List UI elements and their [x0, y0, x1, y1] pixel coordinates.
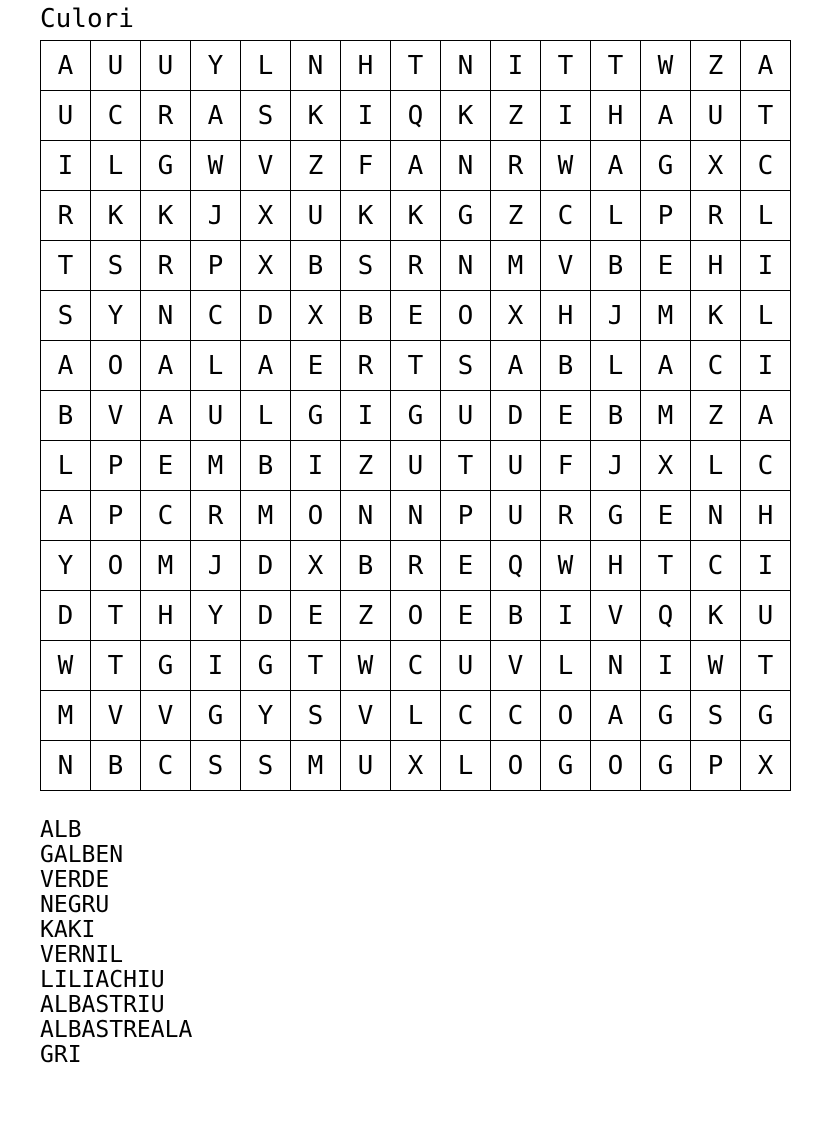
word-search-grid — [40, 40, 791, 791]
grid-cell: G — [141, 141, 191, 191]
word-list — [40, 818, 192, 1068]
grid-cell: L — [591, 191, 641, 241]
grid-cell: T — [441, 441, 491, 491]
grid-cell: C — [191, 291, 241, 341]
grid-cell: A — [141, 391, 191, 441]
grid-row — [41, 741, 791, 791]
grid-cell: B — [491, 591, 541, 641]
grid-cell: W — [541, 141, 591, 191]
grid-cell: P — [91, 491, 141, 541]
grid-cell: S — [341, 241, 391, 291]
grid-cell: M — [41, 691, 91, 741]
grid-cell: B — [341, 291, 391, 341]
grid-cell: M — [241, 491, 291, 541]
word-list-item: ALBASTREALA — [40, 1017, 193, 1043]
grid-cell: U — [491, 491, 541, 541]
grid-cell: Q — [491, 541, 541, 591]
grid-cell: C — [691, 541, 741, 591]
grid-cell: X — [741, 741, 791, 791]
word-list-item: ALB — [40, 817, 82, 843]
grid-cell: L — [241, 41, 291, 91]
grid-cell: G — [741, 691, 791, 741]
grid-cell: K — [291, 91, 341, 141]
grid-cell: W — [541, 541, 591, 591]
grid-cell: T — [91, 591, 141, 641]
page-title: Culori — [40, 4, 134, 34]
grid-cell: V — [491, 641, 541, 691]
grid-cell: P — [191, 241, 241, 291]
grid-cell: P — [91, 441, 141, 491]
grid-cell: Z — [691, 41, 741, 91]
grid-cell: N — [441, 141, 491, 191]
grid-cell: G — [441, 191, 491, 241]
grid-cell: D — [241, 591, 291, 641]
grid-cell: R — [341, 341, 391, 391]
grid-cell: Q — [391, 91, 441, 141]
grid-cell: A — [741, 41, 791, 91]
grid-cell: S — [291, 691, 341, 741]
grid-cell: E — [441, 541, 491, 591]
grid-cell: M — [291, 741, 341, 791]
word-list-item: VERDE — [40, 867, 110, 893]
word-list-item: KAKI — [40, 917, 96, 943]
grid-cell: X — [291, 541, 341, 591]
grid-cell: A — [41, 491, 91, 541]
grid-cell: E — [641, 491, 691, 541]
grid-cell: O — [291, 491, 341, 541]
grid-cell: Y — [191, 591, 241, 641]
grid-cell: C — [491, 691, 541, 741]
grid-cell: T — [591, 41, 641, 91]
word-list-item: GALBEN — [40, 842, 124, 868]
grid-cell: Z — [341, 591, 391, 641]
grid-cell: M — [641, 391, 691, 441]
word-list-item: VERNIL — [40, 942, 124, 968]
grid-cell: C — [141, 741, 191, 791]
grid-cell: W — [41, 641, 91, 691]
grid-cell: A — [591, 141, 641, 191]
grid-cell: L — [691, 441, 741, 491]
grid-cell: H — [591, 91, 641, 141]
grid-cell: W — [691, 641, 741, 691]
word-list-item: ALBASTRIU — [40, 992, 165, 1018]
grid-cell: H — [591, 541, 641, 591]
grid-cell: C — [741, 141, 791, 191]
grid-cell: T — [741, 91, 791, 141]
grid-cell: B — [41, 391, 91, 441]
grid-cell: P — [691, 741, 741, 791]
grid-cell: N — [391, 491, 441, 541]
grid-cell: V — [91, 391, 141, 441]
grid-cell: W — [641, 41, 691, 91]
grid-cell: I — [741, 241, 791, 291]
grid-cell: Z — [341, 441, 391, 491]
grid-cell: Y — [41, 541, 91, 591]
grid-cell: K — [91, 191, 141, 241]
grid-cell: T — [291, 641, 341, 691]
grid-cell: G — [391, 391, 441, 441]
grid-cell: X — [491, 291, 541, 341]
grid-cell: V — [141, 691, 191, 741]
word-list-item: GRI — [40, 1042, 82, 1068]
grid-row — [41, 691, 791, 741]
grid-cell: O — [391, 591, 441, 641]
grid-cell: H — [741, 491, 791, 541]
grid-cell: D — [241, 541, 291, 591]
grid-cell: I — [741, 541, 791, 591]
grid-cell: V — [541, 241, 591, 291]
grid-cell: R — [541, 491, 591, 541]
grid-cell: S — [41, 291, 91, 341]
grid-cell: U — [141, 41, 191, 91]
grid-cell: A — [191, 91, 241, 141]
grid-cell: S — [241, 91, 291, 141]
grid-cell: K — [391, 191, 441, 241]
grid-cell: U — [291, 191, 341, 241]
grid-row — [41, 91, 791, 141]
grid-cell: I — [341, 91, 391, 141]
grid-cell: Y — [191, 41, 241, 91]
grid-cell: D — [491, 391, 541, 441]
grid-cell: P — [641, 191, 691, 241]
grid-cell: X — [291, 291, 341, 341]
grid-cell: Z — [491, 91, 541, 141]
grid-cell: O — [91, 541, 141, 591]
grid-cell: I — [41, 141, 91, 191]
grid-row — [41, 41, 791, 91]
grid-cell: S — [241, 741, 291, 791]
grid-cell: E — [391, 291, 441, 341]
grid-cell: E — [291, 341, 341, 391]
grid-cell: X — [241, 191, 291, 241]
grid-cell: J — [591, 441, 641, 491]
grid-cell: M — [491, 241, 541, 291]
grid-cell: C — [541, 191, 591, 241]
grid-cell: G — [641, 141, 691, 191]
grid-cell: R — [191, 491, 241, 541]
grid-row — [41, 591, 791, 641]
grid-cell: U — [341, 741, 391, 791]
grid-row — [41, 641, 791, 691]
grid-cell: B — [91, 741, 141, 791]
grid-cell: U — [441, 391, 491, 441]
grid-cell: V — [91, 691, 141, 741]
grid-cell: N — [691, 491, 741, 541]
grid-cell: A — [491, 341, 541, 391]
grid-cell: T — [41, 241, 91, 291]
grid-cell: G — [541, 741, 591, 791]
grid-row — [41, 141, 791, 191]
grid-cell: B — [291, 241, 341, 291]
grid-cell: E — [141, 441, 191, 491]
grid-cell: A — [591, 691, 641, 741]
grid-cell: L — [741, 191, 791, 241]
grid-cell: K — [441, 91, 491, 141]
grid-cell: P — [441, 491, 491, 541]
grid-cell: L — [541, 641, 591, 691]
grid-cell: L — [241, 391, 291, 441]
grid-cell: D — [241, 291, 291, 341]
word-list-item: NEGRU — [40, 892, 110, 918]
grid-cell: R — [141, 91, 191, 141]
grid-cell: G — [191, 691, 241, 741]
grid-cell: S — [191, 741, 241, 791]
grid-cell: J — [191, 191, 241, 241]
grid-cell: B — [591, 241, 641, 291]
grid-cell: E — [541, 391, 591, 441]
grid-cell: A — [41, 341, 91, 391]
grid-cell: L — [41, 441, 91, 491]
grid-cell: U — [191, 391, 241, 441]
grid-cell: R — [691, 191, 741, 241]
grid-cell: Z — [291, 141, 341, 191]
grid-cell: E — [641, 241, 691, 291]
grid-cell: S — [91, 241, 141, 291]
grid-cell: F — [541, 441, 591, 491]
grid-cell: N — [441, 41, 491, 91]
grid-cell: K — [141, 191, 191, 241]
grid-cell: T — [641, 541, 691, 591]
grid-cell: M — [641, 291, 691, 341]
grid-cell: U — [741, 591, 791, 641]
grid-cell: Z — [491, 191, 541, 241]
grid-cell: G — [241, 641, 291, 691]
grid-cell: H — [691, 241, 741, 291]
grid-cell: B — [341, 541, 391, 591]
grid-cell: X — [241, 241, 291, 291]
grid-row — [41, 441, 791, 491]
grid-cell: C — [741, 441, 791, 491]
word-list-item: LILIACHIU — [40, 967, 165, 993]
grid-cell: H — [541, 291, 591, 341]
grid-cell: U — [491, 441, 541, 491]
grid-cell: X — [641, 441, 691, 491]
grid-row — [41, 391, 791, 441]
grid-cell: E — [441, 591, 491, 641]
grid-cell: R — [391, 541, 441, 591]
grid-cell: C — [441, 691, 491, 741]
grid-cell: C — [691, 341, 741, 391]
grid-cell: J — [191, 541, 241, 591]
grid-cell: M — [141, 541, 191, 591]
grid-cell: U — [691, 91, 741, 141]
grid-cell: L — [741, 291, 791, 341]
grid-row — [41, 191, 791, 241]
grid-row — [41, 541, 791, 591]
grid-cell: B — [591, 391, 641, 441]
grid-cell: G — [641, 691, 691, 741]
grid-cell: A — [391, 141, 441, 191]
grid-cell: V — [591, 591, 641, 641]
grid-cell: W — [191, 141, 241, 191]
grid-cell: X — [391, 741, 441, 791]
grid-cell: R — [491, 141, 541, 191]
grid-cell: L — [391, 691, 441, 741]
grid-cell: I — [491, 41, 541, 91]
grid-cell: O — [541, 691, 591, 741]
grid-cell: C — [141, 491, 191, 541]
grid-cell: L — [191, 341, 241, 391]
grid-cell: V — [341, 691, 391, 741]
grid-cell: A — [641, 91, 691, 141]
grid-cell: G — [141, 641, 191, 691]
grid-cell: A — [141, 341, 191, 391]
grid-cell: T — [541, 41, 591, 91]
grid-cell: I — [741, 341, 791, 391]
grid-row — [41, 341, 791, 391]
grid-cell: L — [91, 141, 141, 191]
grid-cell: I — [191, 641, 241, 691]
grid-cell: R — [41, 191, 91, 241]
grid-row — [41, 241, 791, 291]
grid-cell: U — [41, 91, 91, 141]
grid-cell: W — [341, 641, 391, 691]
grid-cell: I — [541, 91, 591, 141]
grid-cell: L — [591, 341, 641, 391]
grid-cell: B — [541, 341, 591, 391]
grid-cell: N — [141, 291, 191, 341]
grid-cell: B — [241, 441, 291, 491]
grid-cell: R — [141, 241, 191, 291]
grid-cell: H — [341, 41, 391, 91]
grid-cell: D — [41, 591, 91, 641]
grid-row — [41, 291, 791, 341]
grid-cell: I — [341, 391, 391, 441]
grid-cell: Y — [241, 691, 291, 741]
grid-cell: Z — [691, 391, 741, 441]
grid-cell: F — [341, 141, 391, 191]
grid-cell: T — [741, 641, 791, 691]
grid-cell: O — [591, 741, 641, 791]
grid-cell: I — [291, 441, 341, 491]
grid-cell: G — [641, 741, 691, 791]
grid-cell: U — [91, 41, 141, 91]
grid-cell: O — [441, 291, 491, 341]
grid-cell: H — [141, 591, 191, 641]
grid-cell: C — [91, 91, 141, 141]
grid-row — [41, 491, 791, 541]
grid-cell: K — [691, 291, 741, 341]
grid-cell: A — [741, 391, 791, 441]
grid-cell: M — [191, 441, 241, 491]
grid-cell: R — [391, 241, 441, 291]
grid-cell: O — [491, 741, 541, 791]
grid-cell: A — [641, 341, 691, 391]
grid-cell: T — [391, 341, 441, 391]
grid-cell: A — [41, 41, 91, 91]
grid-cell: G — [591, 491, 641, 541]
grid-cell: N — [291, 41, 341, 91]
grid-cell: T — [91, 641, 141, 691]
grid-cell: U — [391, 441, 441, 491]
grid-cell: N — [41, 741, 91, 791]
grid-cell: L — [441, 741, 491, 791]
grid-cell: Y — [91, 291, 141, 341]
grid-cell: E — [291, 591, 341, 641]
grid-cell: S — [441, 341, 491, 391]
grid-cell: N — [441, 241, 491, 291]
grid-cell: N — [591, 641, 641, 691]
grid-cell: Q — [641, 591, 691, 641]
grid-cell: J — [591, 291, 641, 341]
grid-cell: K — [691, 591, 741, 641]
grid-cell: K — [341, 191, 391, 241]
grid-cell: U — [441, 641, 491, 691]
grid-cell: O — [91, 341, 141, 391]
grid-cell: C — [391, 641, 441, 691]
grid-cell: V — [241, 141, 291, 191]
grid-cell: I — [541, 591, 591, 641]
grid-cell: N — [341, 491, 391, 541]
grid-cell: X — [691, 141, 741, 191]
grid-cell: A — [241, 341, 291, 391]
grid-cell: I — [641, 641, 691, 691]
grid-cell: S — [691, 691, 741, 741]
grid-cell: G — [291, 391, 341, 441]
grid-cell: T — [391, 41, 441, 91]
